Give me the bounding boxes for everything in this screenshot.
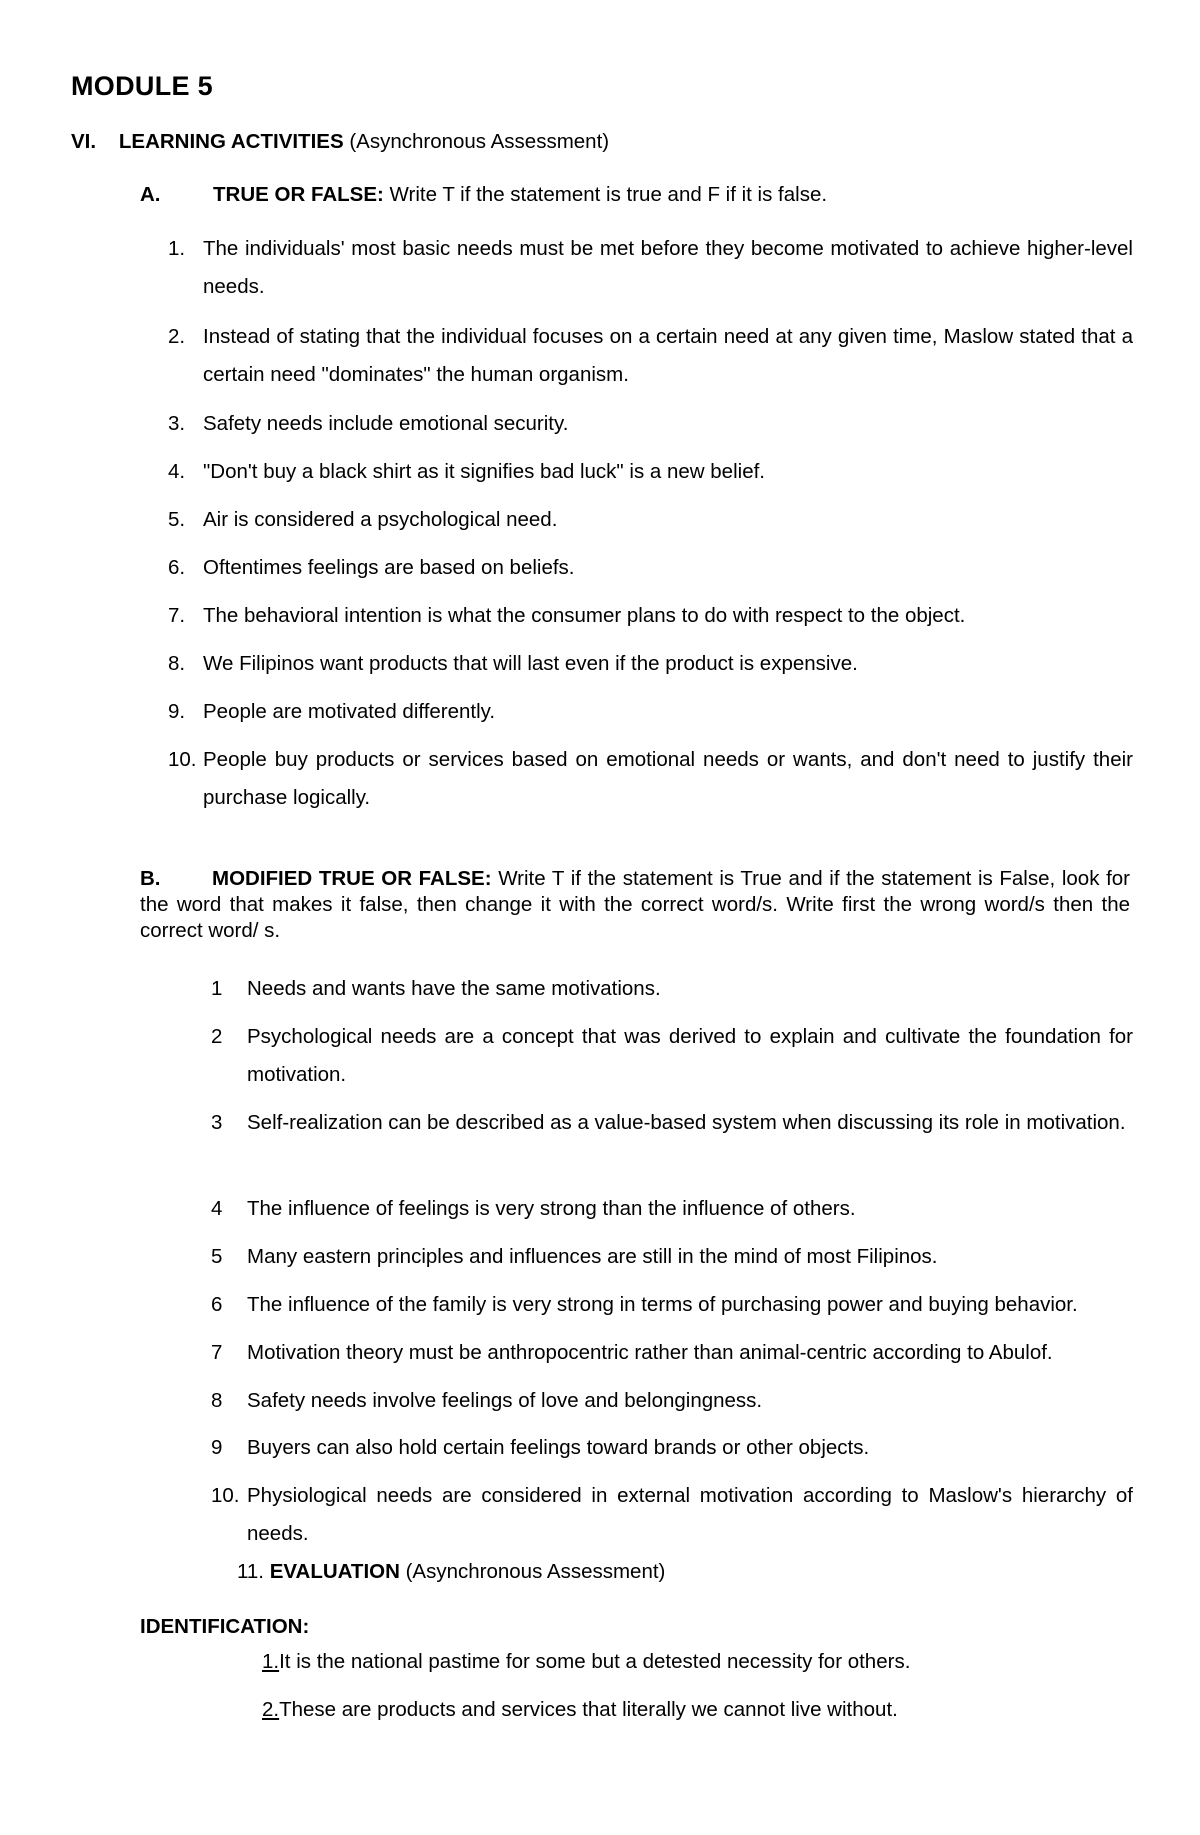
item-text: Oftentimes feelings are based on beliefs.	[203, 556, 575, 579]
evaluation-title: EVALUATION	[269, 1560, 400, 1583]
item-number: 4	[211, 1197, 223, 1220]
item-text: The influence of feelings is very strong than the influence of others.	[247, 1197, 856, 1220]
item-number: 5.	[168, 508, 186, 531]
item-number: 3	[211, 1111, 223, 1134]
part-b-heading	[140, 866, 1130, 944]
item-number: 9	[211, 1436, 223, 1459]
item-number: 3.	[168, 412, 186, 435]
item-text: Psychological needs are a concept that was derived to explain and cultivate the foundation for motivation.	[247, 1025, 1133, 1086]
item-number: 7.	[168, 604, 186, 627]
item-text: It is the national pastime for some but a detested necessity for others.	[279, 1650, 911, 1673]
item-text: People buy products or services based on emotional needs or wants, and don't need to justify their purchase logically.	[203, 748, 1133, 809]
item-text: Instead of stating that the individual focuses on a certain need at any given time, Maslow stated that a certain need "dominates" the human organism.	[203, 325, 1133, 386]
section-vi-heading	[71, 130, 609, 154]
item-number: 6	[211, 1293, 223, 1316]
item-number: 2	[211, 1025, 223, 1048]
item-number: 7	[211, 1341, 223, 1364]
item-text: The behavioral intention is what the consumer plans to do with respect to the object.	[203, 604, 966, 627]
item-text: Safety needs include emotional security.	[203, 412, 569, 435]
item-number: 8	[211, 1389, 223, 1412]
item-text: Safety needs involve feelings of love and belongingness.	[247, 1389, 763, 1412]
part-a-instruction: Write T if the statement is true and F if it is false.	[383, 183, 828, 206]
item-text: The influence of the family is very strong in terms of purchasing power and buying behavior.	[247, 1293, 1078, 1316]
part-a-label: A.	[140, 183, 161, 206]
item-text: The individuals' most basic needs must be met before they become motivated to achieve higher-level needs.	[203, 237, 1133, 298]
item-number: 1	[211, 977, 223, 1000]
part-b-instruction: Write T if the statement is True and if the statement is False, look for the word that makes it false, then change it with the correct word/s. Write first the wrong word/s then the correct word/ s.	[140, 867, 1131, 942]
identification-heading: IDENTIFICATION:	[140, 1615, 310, 1638]
item-number: 8.	[168, 652, 186, 675]
item-text: These are products and services that literally we cannot live without.	[279, 1698, 898, 1721]
identification-item	[262, 1650, 910, 1674]
part-b-title: MODIFIED TRUE OR FALSE:	[212, 867, 492, 890]
part-a-title: TRUE OR FALSE:	[213, 183, 384, 206]
item-number: 2.	[168, 325, 186, 348]
item-number: 6.	[168, 556, 186, 579]
item-number: 10.	[168, 748, 197, 771]
section-vi-suffix: (Asynchronous Assessment)	[343, 130, 610, 153]
item-text: Many eastern principles and influences are still in the mind of most Filipinos.	[247, 1245, 938, 1268]
item-text: "Don't buy a black shirt as it signifies bad luck" is a new belief.	[203, 460, 765, 483]
item-text: Air is considered a psychological need.	[203, 508, 558, 531]
evaluation-number: 11.	[237, 1560, 264, 1583]
item-text: Physiological needs are considered in external motivation according to Maslow's hierarchy of needs.	[247, 1484, 1133, 1545]
item-number: 1.	[262, 1650, 280, 1673]
part-a-heading	[140, 183, 827, 207]
item-text: People are motivated differently.	[203, 700, 496, 723]
item-number: 4.	[168, 460, 186, 483]
evaluation-heading	[237, 1560, 665, 1584]
item-number: 9.	[168, 700, 186, 723]
identification-item	[262, 1698, 898, 1722]
item-number: 1.	[168, 237, 186, 260]
item-number: 5	[211, 1245, 223, 1268]
module-title: MODULE 5	[71, 71, 213, 101]
item-number: 10.	[211, 1484, 240, 1507]
part-b-label: B.	[140, 867, 161, 890]
item-text: Needs and wants have the same motivations.	[247, 977, 661, 1000]
item-text: Buyers can also hold certain feelings toward brands or other objects.	[247, 1436, 870, 1459]
item-text: Self-realization can be described as a value-based system when discussing its role in motivation.	[247, 1111, 1126, 1134]
section-vi-title: LEARNING ACTIVITIES	[118, 130, 344, 153]
item-number: 2.	[262, 1698, 280, 1721]
evaluation-suffix: (Asynchronous Assessment)	[399, 1560, 666, 1583]
item-text: Motivation theory must be anthropocentric rather than animal-centric according to Abulof.	[247, 1341, 1053, 1364]
section-vi-label: VI.	[71, 130, 97, 153]
item-text: We Filipinos want products that will last even if the product is expensive.	[203, 652, 858, 675]
